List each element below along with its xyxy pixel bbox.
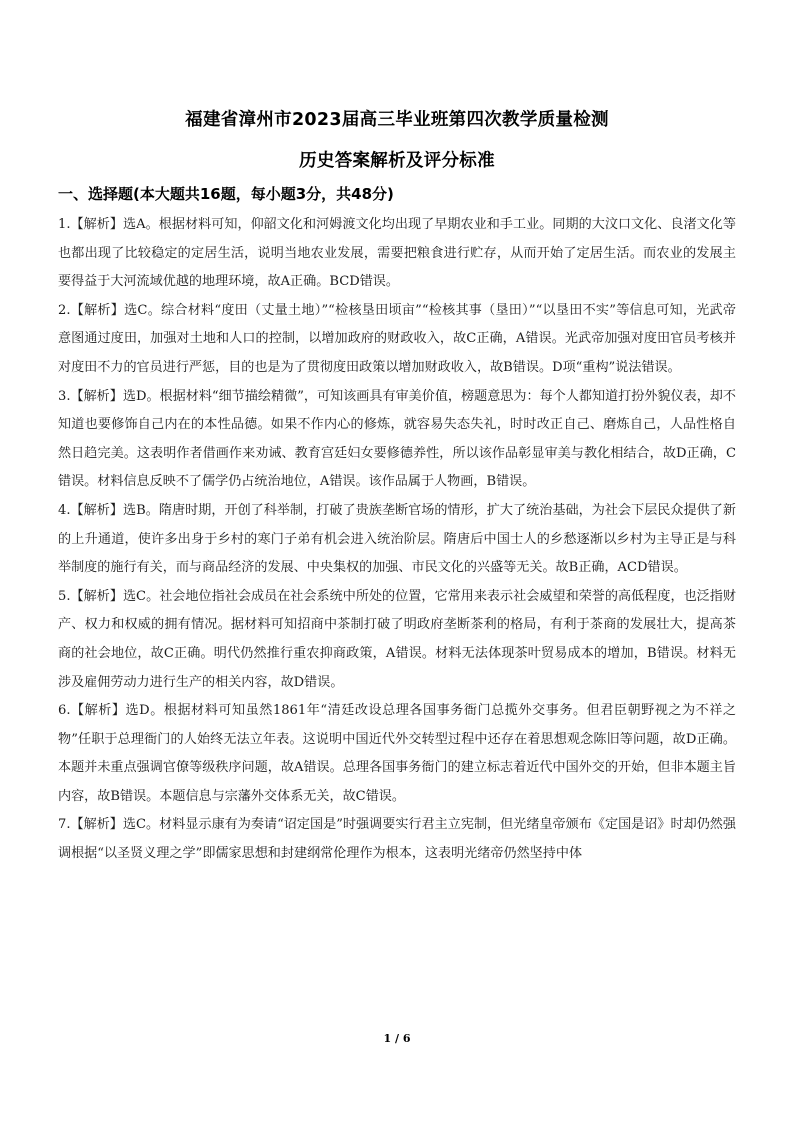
answers-body (58, 211, 736, 869)
answer-paragraph-1: 1.【解析】选A。根据材料可知，仰韶文化和河姆渡文化均出现了早期农业和手工业。同期的大汶口文化、良渚文化等也都出现了比较稳定的定居生活，说明当地农业发展，需要把粮食进行贮存，从而开始了定居生活。而农业的发展主要得益于大河流域优越的地理环境，故A正确。BCD错误。 (58, 217, 736, 290)
answer-paragraph-7: 7.【解析】选C。材料显示康有为奏请“诏定国是”时强调要实行君主立宪制，但光绪皇帝颁布《定国是诏》时却仍然强调根据“以圣贤义理之学”即儒家思想和封建纲常伦理作为根本，这表明光绪帝仍然坚持中体 (58, 817, 736, 862)
answer-paragraph-6: 6.【解析】选D。根据材料可知虽然1861年“清廷改设总理各国事务衙门总揽外交事务。但君臣朝野视之为不祥之物”任职于总理衙门的人始终无法立年表。这说明中国近代外交转型过程中还存在着思想观念陈旧等问题，故D正确。本题并未重点强调官僚等级秩序问题，故A错误。总理各国事务衙门的建立标志着近代中国外交的开始，但非本题主旨内容，故B错误。本题信息与宗藩外交体系无关，故C错误。 (58, 703, 736, 804)
answer-paragraph-4: 4.【解析】选B。隋唐时期，开创了科举制，打破了贵族垄断官场的情形，扩大了统治基础，为社会下层民众提供了新的上升通道，使许多出身于乡村的寒门子弟有机会进入统治阶层。隋唐后中国士人的乡愁逐渐以乡村为主导正是与科举制度的施行有关，而与商品经济的发展、中央集权的加强、市民文化的兴盛等无关。故B正确，ACD错误。 (58, 502, 736, 576)
answer-paragraph-5: 5.【解析】选C。社会地位指社会成员在社会系统中所处的位置，它常用来表示社会威望和荣誉的高低程度，也泛指财产、权力和权威的拥有情况。据材料可知招商中茶制打破了明政府垄断茶利的格局，有利于茶商的发展壮大，提高茶商的社会地位，故C正确。明代仍然推行重农抑商政策，A错误。材料无法体现茶叶贸易成本的增加，B错误。材料无涉及雇佣劳动力进行生产的相关内容，故D错误。 (58, 588, 736, 690)
answer-paragraph-3: 3.【解析】选D。根据材料“细节描绘精微”，可知该画具有审美价值，榜题意思为：每个人都知道打扮外貌仪表，却不知道也要修饰自己内在的本性品德。如果不作内心的修炼，就容易失态失礼，时时改正自己、磨炼自己，人品性格自然日趋完美。这表明作者借画作来劝诫、教育宫廷妇女要修德养性，所以该作品彰显审美与教化相结合，故D正确，C错误。材料信息反映不了儒学仍占统治地位，A错误。该作品属于人物画，B错误。 (58, 388, 736, 490)
page-number: 1 / 6 (383, 1032, 411, 1045)
answer-paragraph-2: 2.【解析】选C。综合材料“度田（丈量土地）”“检核垦田顷亩”“检核其事（垦田）”“以垦田不实”等信息可知，光武帝意图通过度田，加强对土地和人口的控制，以增加政府的财政收入，故C正确，A错误。光武帝加强对度田官员考核并对度田不力的官员进行严惩，目的也是为了贯彻度田政策以增加财政收入，故B错误。D项“重构”说法错误。 (58, 302, 736, 375)
document-subtitle: 历史答案解析及评分标准 (299, 151, 495, 171)
document-title: 福建省漳州市2023届高三毕业班第四次教学质量检测 (185, 110, 609, 130)
section-heading: 一、选择题(本大题共16题，每小题3分，共48分) (58, 185, 394, 203)
